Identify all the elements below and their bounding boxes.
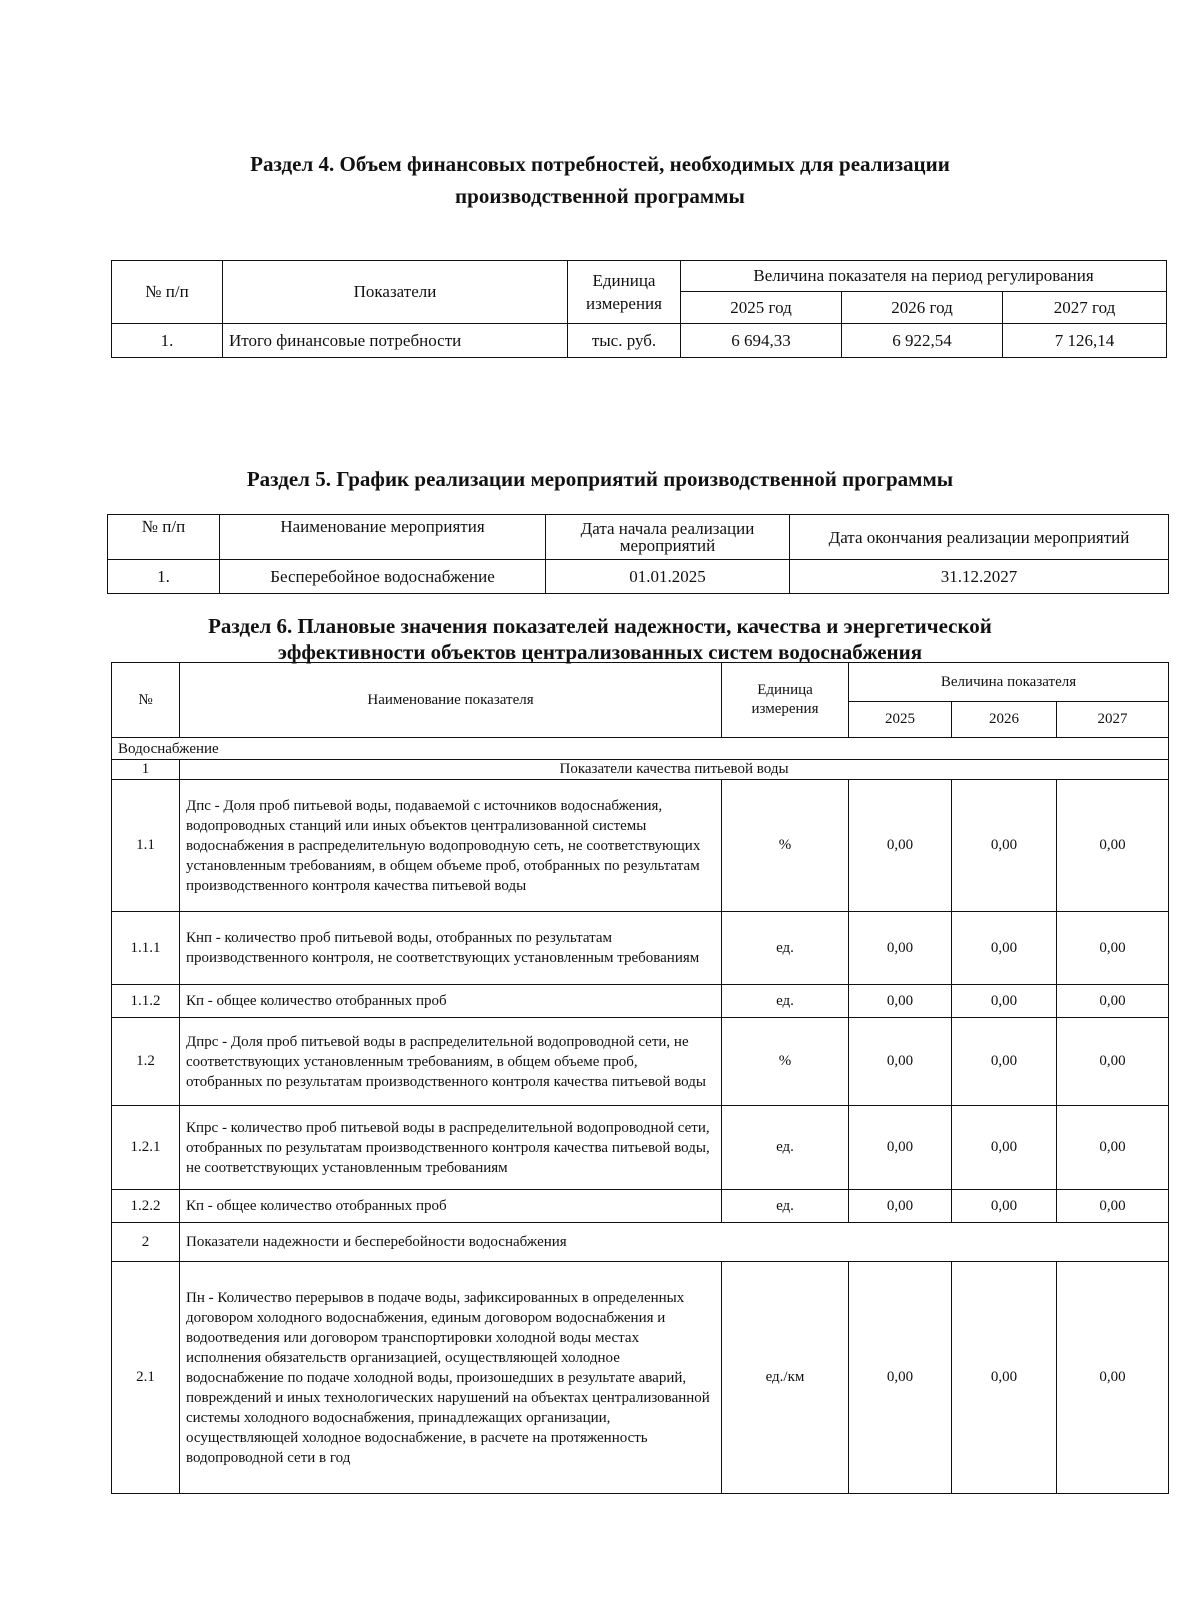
- row-value: 0,00: [1057, 1262, 1169, 1494]
- row-num: 1.2.1: [112, 1106, 180, 1190]
- row-value: 0,00: [1057, 1190, 1169, 1223]
- row-value: 6 922,54: [842, 324, 1003, 358]
- header-name: Наименование показателя: [180, 663, 722, 738]
- schedule-table: [107, 514, 1169, 594]
- table-row: [112, 1106, 1169, 1190]
- header-year: 2025 год: [681, 292, 842, 324]
- row-value: 0,00: [952, 912, 1057, 985]
- table-row: [112, 1190, 1169, 1223]
- row-name: Кп - общее количество отобранных проб: [180, 1190, 722, 1223]
- row-name: Итого финансовые потребности: [223, 324, 568, 358]
- row-value: 7 126,14: [1003, 324, 1167, 358]
- row-num: 1.: [108, 560, 220, 594]
- subsection-num: 2: [112, 1223, 180, 1262]
- row-unit: %: [722, 780, 849, 912]
- financial-needs-table: [111, 260, 1167, 358]
- row-value: 0,00: [952, 1190, 1057, 1223]
- table-row: [112, 780, 1169, 912]
- subsection-num: 1: [112, 760, 180, 780]
- row-name: Пн - Количество перерывов в подаче воды, зафиксированных в определенных договором холодного водоснабжения, единым договором водоснабжения и водоотведения или договором транспортировки холодной воды местах исполнения обязательств организацией, осуществляющей холодное водоснабжение по подаче холодной воды, произошедших в результате аварий, повреждений и иных технологических нарушений на объектах централизованной системы холодного водоснабжения, принадлежащих организации, осуществляющей холодное водоснабжение, в расчете на протяженность водопроводной сети в год: [180, 1262, 722, 1494]
- row-unit: тыс. руб.: [568, 324, 681, 358]
- row-value: 0,00: [849, 1262, 952, 1494]
- header-indicators: Показатели: [223, 261, 568, 324]
- row-value: 0,00: [849, 1190, 952, 1223]
- header-end: Дата окончания реализации мероприятий: [790, 515, 1169, 560]
- row-end: 31.12.2027: [790, 560, 1169, 594]
- row-value: 0,00: [1057, 912, 1169, 985]
- row-num: 1.1: [112, 780, 180, 912]
- row-name: Дпрс - Доля проб питьевой воды в распределительной водопроводной сети, не соответствующих установленным требованиям, в общем объеме проб, отобранных по результатам производственного контроля качества питьевой воды: [180, 1018, 722, 1106]
- header-num: № п/п: [108, 515, 220, 560]
- header-num: № п/п: [112, 261, 223, 324]
- header-period: Величина показателя на период регулирования: [681, 261, 1167, 292]
- table-row: [112, 912, 1169, 985]
- row-num: 1.: [112, 324, 223, 358]
- row-num: 1.2.2: [112, 1190, 180, 1223]
- table-row: [112, 324, 1167, 358]
- section4-title-line2: производственной программы: [455, 184, 745, 208]
- row-unit: ед.: [722, 1190, 849, 1223]
- row-value: 6 694,33: [681, 324, 842, 358]
- row-value: 0,00: [849, 1018, 952, 1106]
- row-value: 0,00: [1057, 780, 1169, 912]
- header-year: 2026: [952, 702, 1057, 738]
- indicators-table: [111, 662, 1169, 1494]
- row-num: 1.1.1: [112, 912, 180, 985]
- header-year: 2027 год: [1003, 292, 1167, 324]
- header-year: 2025: [849, 702, 952, 738]
- row-value: 0,00: [849, 985, 952, 1018]
- row-value: 0,00: [952, 1262, 1057, 1494]
- header-num: №: [112, 663, 180, 738]
- row-value: 0,00: [952, 1018, 1057, 1106]
- group-label: Водоснабжение: [112, 738, 1169, 760]
- section6-title-line1: Раздел 6. Плановые значения показателей надежности, качества и энергетической: [208, 614, 992, 638]
- table-row: [112, 985, 1169, 1018]
- row-value: 0,00: [952, 985, 1057, 1018]
- row-name: Кп - общее количество отобранных проб: [180, 985, 722, 1018]
- row-value: 0,00: [952, 780, 1057, 912]
- header-start: Дата начала реализации мероприятий: [546, 515, 790, 560]
- row-unit: ед.: [722, 912, 849, 985]
- table-row: [112, 1262, 1169, 1494]
- section6-title-line2: эффективности объектов централизованных систем водоснабжения: [277, 640, 923, 664]
- row-name: Бесперебойное водоснабжение: [220, 560, 546, 594]
- header-unit: Единица измерения: [722, 663, 849, 738]
- row-value: 0,00: [952, 1106, 1057, 1190]
- row-value: 0,00: [1057, 1018, 1169, 1106]
- row-unit: %: [722, 1018, 849, 1106]
- row-unit: ед.: [722, 985, 849, 1018]
- row-value: 0,00: [1057, 985, 1169, 1018]
- row-unit: ед./км: [722, 1262, 849, 1494]
- header-name: Наименование мероприятия: [220, 515, 546, 560]
- row-num: 1.2: [112, 1018, 180, 1106]
- section5-title: Раздел 5. График реализации мероприятий производственной программы: [246, 467, 954, 491]
- row-name: Кпрс - количество проб питьевой воды в распределительной водопроводной сети, отобранных по результатам производственного контроля качества питьевой воды, не соответствующих установленным требованиям: [180, 1106, 722, 1190]
- table-row: [112, 1018, 1169, 1106]
- header-unit: Единица измерения: [568, 261, 681, 324]
- row-value: 0,00: [1057, 1106, 1169, 1190]
- header-value: Величина показателя: [849, 663, 1169, 702]
- row-start: 01.01.2025: [546, 560, 790, 594]
- row-unit: ед.: [722, 1106, 849, 1190]
- table-row: [108, 560, 1169, 594]
- header-year: 2026 год: [842, 292, 1003, 324]
- header-year: 2027: [1057, 702, 1169, 738]
- row-name: Кнп - количество проб питьевой воды, отобранных по результатам производственного контроля, не соответствующих установленным требованиям: [180, 912, 722, 985]
- section4-title-line1: Раздел 4. Объем финансовых потребностей, необходимых для реализации: [250, 152, 950, 176]
- subsection-title: Показатели надежности и бесперебойности водоснабжения: [180, 1223, 1169, 1262]
- row-name: Дпс - Доля проб питьевой воды, подаваемой с источников водоснабжения, водопроводных станций или иных объектов централизованной системы водоснабжения в распределительную водопроводную сеть, не соответствующих установленным требованиям, в общем объеме проб, отобранных по результатам производственного контроля качества питьевой воды: [180, 780, 722, 912]
- row-num: 1.1.2: [112, 985, 180, 1018]
- row-value: 0,00: [849, 1106, 952, 1190]
- row-value: 0,00: [849, 780, 952, 912]
- row-value: 0,00: [849, 912, 952, 985]
- row-num: 2.1: [112, 1262, 180, 1494]
- subsection-title: Показатели качества питьевой воды: [180, 760, 1169, 780]
